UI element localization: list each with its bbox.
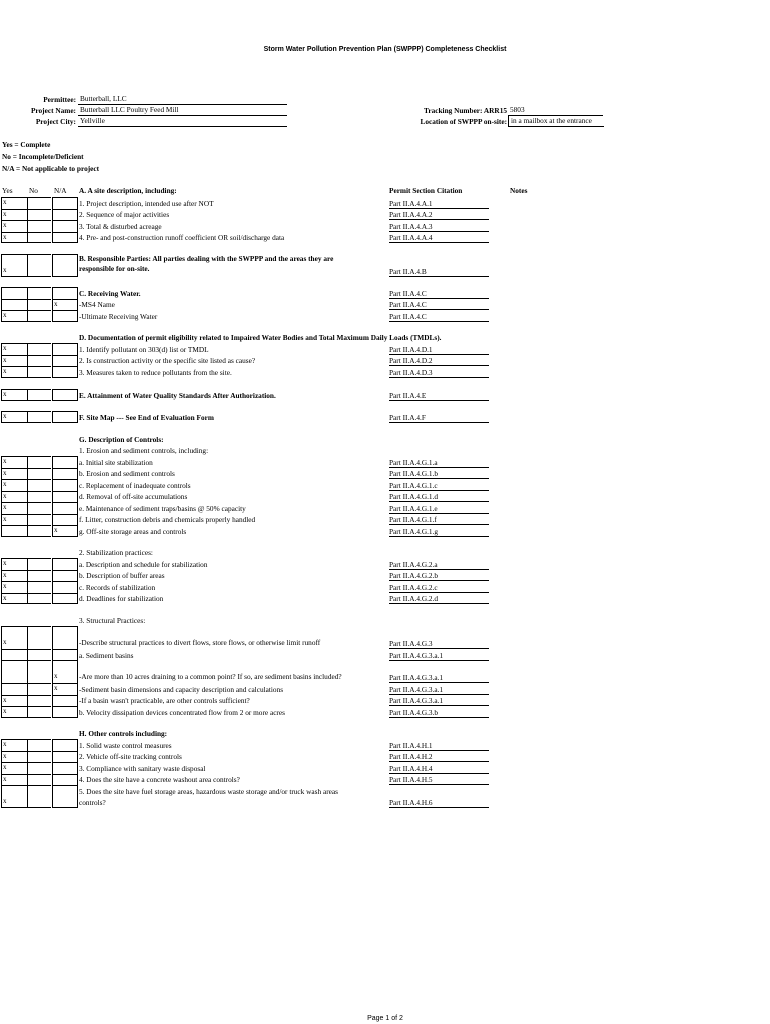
check-mark: x	[3, 774, 7, 783]
check-mark: x	[3, 412, 7, 420]
na-checkbox-cell[interactable]	[52, 751, 78, 763]
section-e-heading: E. Attainment of Water Quality Standards After Authorization.	[79, 390, 276, 400]
item-description: d. Removal of off-site accumulations	[79, 492, 188, 501]
permit-citation: Part II.A.4.G.3	[389, 639, 489, 649]
no-checkbox-cell[interactable]	[27, 389, 51, 401]
no-checkbox-cell[interactable]	[27, 660, 51, 683]
permit-citation: Part II.A.4.C	[389, 300, 489, 310]
check-mark: x	[3, 707, 7, 715]
check-mark: x	[3, 480, 7, 488]
permit-citation: Part II.A.4.G.2.b	[389, 571, 489, 581]
permit-citation: Part II.A.4.G.1.b	[389, 469, 489, 479]
permit-citation: Part II.A.4.G.2.a	[389, 560, 489, 570]
permit-citation: Part II.A.4.H.6	[389, 798, 489, 808]
check-mark: x	[3, 570, 7, 579]
item-description: -Are more than 10 acres draining to a common point? If so, are sediment basins included?	[79, 672, 342, 681]
na-checkbox-cell[interactable]	[52, 468, 78, 480]
tracking-value: 5803	[508, 105, 603, 116]
permit-citation: Part II.A.4.G.2.d	[389, 594, 489, 604]
col-no: No	[29, 186, 38, 195]
item-description: 4. Does the site have a concrete washout area controls?	[79, 775, 240, 784]
permit-citation: Part II.A.4.H.1	[389, 741, 489, 751]
permit-citation: Part II.A.4.G.2.c	[389, 583, 489, 593]
item-description: 4. Pre- and post-construction runoff coefficient OR soil/discharge data	[79, 233, 285, 242]
no-checkbox-cell[interactable]	[27, 739, 51, 751]
item-description: -MS4 Name	[79, 300, 115, 309]
check-mark: x	[3, 582, 7, 590]
check-mark: x	[3, 514, 7, 523]
yes-checkbox-cell[interactable]	[1, 649, 27, 661]
check-mark: x	[3, 695, 7, 704]
no-checkbox-cell[interactable]	[27, 514, 51, 526]
item-description: 1. Solid waste control measures	[79, 740, 172, 750]
permit-citation: Part II.A.4.G.3.a.1	[389, 651, 489, 661]
na-checkbox-cell[interactable]	[52, 785, 78, 808]
item-description: -Describe structural practices to divert flows, store flows, or otherwise limit runoff	[79, 638, 321, 647]
section-b-heading-cont: responsible for on-site.	[79, 264, 150, 273]
na-checkbox-cell[interactable]	[52, 254, 78, 277]
section-c-heading: C. Receiving Water.	[79, 288, 141, 298]
na-checkbox-cell[interactable]	[52, 649, 78, 661]
no-checkbox-cell[interactable]	[27, 593, 51, 605]
no-checkbox-cell[interactable]	[27, 525, 51, 537]
permit-citation: Part II.A.4.A.4	[389, 233, 489, 243]
check-mark: x	[3, 457, 7, 465]
no-checkbox-cell[interactable]	[27, 209, 51, 221]
permittee-value: Butterball, LLC	[78, 94, 287, 105]
na-checkbox-cell[interactable]	[52, 411, 78, 423]
na-checkbox-cell[interactable]	[52, 706, 78, 718]
no-checkbox-cell[interactable]	[27, 343, 51, 355]
check-mark: x	[3, 491, 7, 500]
item-description: -Sediment basin dimensions and capacity description and calculations	[79, 684, 284, 694]
project-city-label: Project City:	[35, 117, 76, 126]
check-mark: x	[3, 390, 7, 398]
item-description: b. Velocity dissipation devices concentrated flow from 2 or more acres	[79, 707, 285, 717]
no-checkbox-cell[interactable]	[27, 785, 51, 808]
permit-citation: Part II.A.4.H.2	[389, 752, 489, 762]
na-checkbox-cell[interactable]	[52, 366, 78, 378]
permit-citation: Part II.A.4.B	[389, 267, 489, 277]
col-citation: Permit Section Citation	[389, 186, 463, 195]
section-h-heading: H. Other controls including:	[79, 729, 168, 738]
no-checkbox-cell[interactable]	[27, 355, 51, 367]
item-description: g. Off-site storage areas and controls	[79, 526, 187, 536]
no-checkbox-cell[interactable]	[27, 626, 51, 649]
permit-citation: Part II.A.4.F	[389, 413, 489, 423]
permit-citation: Part II.A.4.G.1.c	[389, 481, 489, 491]
check-mark: x	[54, 672, 58, 680]
permit-citation: Part II.A.4.G.1.f	[389, 515, 489, 525]
permit-citation: Part II.A.4.C	[389, 312, 489, 322]
no-checkbox-cell[interactable]	[27, 287, 51, 299]
na-checkbox-cell[interactable]	[52, 491, 78, 503]
na-checkbox-cell[interactable]	[52, 581, 78, 593]
item-description: a. Description and schedule for stabilization	[79, 559, 208, 569]
section-d-heading: D. Documentation of permit eligibility related to Impaired Water Bodies and Total Maximum Daily Loads (TMDLs).	[79, 333, 442, 342]
permit-citation: Part II.A.4.A.1	[389, 199, 489, 209]
item-description: 2. Sequence of major activities	[79, 210, 170, 219]
no-checkbox-cell[interactable]	[27, 649, 51, 661]
yes-checkbox-cell[interactable]	[1, 683, 27, 695]
item-description: a. Sediment basins	[79, 650, 134, 660]
no-checkbox-cell[interactable]	[27, 581, 51, 593]
section-f-heading: F. Site Map --- See End of Evaluation Form	[79, 412, 214, 422]
yes-checkbox-cell[interactable]	[1, 287, 27, 299]
no-checkbox-cell[interactable]	[27, 254, 51, 277]
item-description: 2. Vehicle off-site tracking controls	[79, 752, 182, 761]
na-checkbox-cell[interactable]	[52, 774, 78, 786]
item-description: -If a basin wasn't practicable, are other controls sufficient?	[79, 696, 250, 705]
section-g3-heading: 3. Structural Practices:	[79, 616, 146, 625]
no-checkbox-cell[interactable]	[27, 366, 51, 378]
legend-yes: Yes = Complete	[2, 140, 51, 149]
check-mark: x	[3, 468, 7, 477]
na-checkbox-cell[interactable]	[52, 570, 78, 582]
na-checkbox-cell[interactable]	[52, 232, 78, 244]
na-checkbox-cell[interactable]	[52, 197, 78, 209]
project-name-label: Project Name:	[30, 106, 76, 115]
no-checkbox-cell[interactable]	[27, 299, 51, 311]
na-checkbox-cell[interactable]	[52, 502, 78, 514]
permit-citation: Part II.A.4.A.2	[389, 210, 489, 220]
permit-citation: Part II.A.4.G.1.a	[389, 458, 489, 468]
permit-citation: Part II.A.4.D.1	[389, 345, 489, 355]
location-value: in a mailbox at the entrance	[508, 116, 604, 127]
na-checkbox-cell[interactable]	[52, 626, 78, 649]
permit-citation: Part II.A.4.H.5	[389, 775, 489, 785]
item-description: c. Records of stabilization	[79, 582, 156, 592]
na-checkbox-cell[interactable]	[52, 514, 78, 526]
no-checkbox-cell[interactable]	[27, 774, 51, 786]
no-checkbox-cell[interactable]	[27, 491, 51, 503]
no-checkbox-cell[interactable]	[27, 706, 51, 718]
item-description: a. Initial site stabilization	[79, 457, 153, 467]
check-mark: x	[3, 740, 7, 748]
section-g2-heading: 2. Stabilization practices:	[79, 548, 153, 557]
no-checkbox-cell[interactable]	[27, 558, 51, 570]
check-mark: x	[3, 232, 7, 241]
na-checkbox-cell[interactable]	[52, 209, 78, 221]
section-b-heading: B. Responsible Parties: All parties dealing with the SWPPP and the areas they are	[79, 254, 334, 263]
item-description: 3. Compliance with sanitary waste disposal	[79, 763, 206, 773]
tracking-label: Tracking Number: ARR15	[424, 106, 507, 115]
no-checkbox-cell[interactable]	[27, 220, 51, 232]
permit-citation: Part II.A.4.G.3.a.1	[389, 673, 489, 683]
legend-na: N/A = Not applicable to project	[2, 164, 100, 173]
check-mark: x	[3, 559, 7, 567]
na-checkbox-cell[interactable]	[52, 558, 78, 570]
item-description: d. Deadlines for stabilization	[79, 594, 164, 603]
permit-citation: Part II.A.4.G.1.g	[389, 527, 489, 537]
no-checkbox-cell[interactable]	[27, 695, 51, 707]
no-checkbox-cell[interactable]	[27, 197, 51, 209]
section-a-heading: A. A site description, including:	[79, 186, 177, 195]
permit-citation: Part II.A.4.G.3.a.1	[389, 696, 489, 706]
document-title: Storm Water Pollution Prevention Plan (SWPPP) Completeness Checklist	[263, 46, 507, 53]
item-description: 1. Identify pollutant on 303(d) list or TMDL	[79, 344, 209, 354]
item-description: 5. Does the site have fuel storage areas, hazardous waste storage and/or truck wash areas	[79, 786, 338, 796]
permittee-label: Permittee:	[43, 95, 76, 104]
na-checkbox-cell[interactable]	[52, 479, 78, 491]
item-description: 3. Total & disturbed acreage	[79, 221, 162, 231]
na-checkbox-cell[interactable]	[52, 355, 78, 367]
item-description: c. Replacement of inadequate controls	[79, 480, 191, 490]
no-checkbox-cell[interactable]	[27, 232, 51, 244]
section-g-heading: G. Description of Controls:	[79, 435, 164, 444]
col-na: N/A	[54, 186, 67, 195]
no-checkbox-cell[interactable]	[27, 479, 51, 491]
check-mark: x	[3, 311, 7, 319]
na-checkbox-cell[interactable]	[52, 220, 78, 232]
permit-citation: Part II.A.4.G.3.b	[389, 708, 489, 718]
permit-citation: Part II.A.4.G.1.e	[389, 504, 489, 514]
yes-checkbox-cell[interactable]	[1, 525, 27, 537]
location-label: Location of SWPPP on-site:	[420, 117, 507, 126]
na-checkbox-cell[interactable]	[52, 593, 78, 605]
na-checkbox-cell[interactable]	[52, 695, 78, 707]
item-description: 1. Project description, intended use after NOT	[79, 198, 214, 208]
check-mark: x	[3, 355, 7, 364]
na-checkbox-cell[interactable]	[52, 343, 78, 355]
check-mark: x	[54, 299, 58, 308]
item-description: f. Litter, construction debris and chemicals properly handled	[79, 515, 256, 524]
no-checkbox-cell[interactable]	[27, 411, 51, 423]
check-mark: x	[3, 593, 7, 602]
project-name-value: Butterball LLC Poultry Feed Mill	[78, 105, 287, 116]
no-checkbox-cell[interactable]	[27, 468, 51, 480]
permit-citation: Part II.A.4.E	[389, 391, 489, 401]
item-description: b. Description of buffer areas	[79, 571, 165, 580]
item-description: e. Maintenance of sediment traps/basins @ 50% capacity	[79, 503, 246, 513]
check-mark: x	[54, 684, 58, 692]
col-yes: Yes	[2, 186, 13, 195]
permit-citation: Part II.A.4.G.1.d	[389, 492, 489, 502]
check-mark: x	[3, 198, 7, 206]
check-mark: x	[3, 266, 7, 274]
check-mark: x	[3, 797, 7, 805]
item-description: 3. Measures taken to reduce pollutants from the site.	[79, 367, 232, 377]
no-checkbox-cell[interactable]	[27, 456, 51, 468]
section-g1-heading: 1. Erosion and sediment controls, including:	[79, 446, 209, 455]
na-checkbox-cell[interactable]	[52, 456, 78, 468]
legend-no: No = Incomplete/Deficient	[2, 152, 84, 161]
na-checkbox-cell[interactable]	[52, 762, 78, 774]
na-checkbox-cell[interactable]	[52, 389, 78, 401]
check-mark: x	[3, 344, 7, 352]
permit-citation: Part II.A.4.D.2	[389, 356, 489, 366]
permit-citation: Part II.A.4.A.3	[389, 222, 489, 232]
na-checkbox-cell[interactable]	[52, 310, 78, 322]
permit-citation: Part II.A.4.D.3	[389, 368, 489, 378]
no-checkbox-cell[interactable]	[27, 762, 51, 774]
page-footer: Page 1 of 2	[367, 1015, 403, 1022]
item-description: -Ultimate Receiving Water	[79, 311, 158, 321]
check-mark: x	[3, 221, 7, 229]
check-mark: x	[3, 763, 7, 771]
no-checkbox-cell[interactable]	[27, 502, 51, 514]
permit-citation: Part II.A.4.G.3.a.1	[389, 685, 489, 695]
yes-checkbox-cell[interactable]	[1, 660, 27, 683]
no-checkbox-cell[interactable]	[27, 310, 51, 322]
check-mark: x	[3, 209, 7, 218]
item-description: b. Erosion and sediment controls	[79, 469, 175, 478]
na-checkbox-cell[interactable]	[52, 287, 78, 299]
na-checkbox-cell[interactable]	[52, 739, 78, 751]
no-checkbox-cell[interactable]	[27, 570, 51, 582]
permit-citation: Part II.A.4.H.4	[389, 764, 489, 774]
project-city-value: Yellville	[78, 116, 287, 127]
item-description: 2. Is construction activity or the specific site listed as cause?	[79, 356, 256, 365]
check-mark: x	[3, 367, 7, 375]
col-notes: Notes	[510, 186, 528, 195]
check-mark: x	[3, 638, 7, 646]
no-checkbox-cell[interactable]	[27, 751, 51, 763]
check-mark: x	[3, 503, 7, 511]
check-mark: x	[54, 526, 58, 534]
no-checkbox-cell[interactable]	[27, 683, 51, 695]
yes-checkbox-cell[interactable]	[1, 299, 27, 311]
check-mark: x	[3, 751, 7, 760]
permit-citation: Part II.A.4.C	[389, 289, 489, 299]
item-description-cont: controls?	[79, 797, 106, 807]
